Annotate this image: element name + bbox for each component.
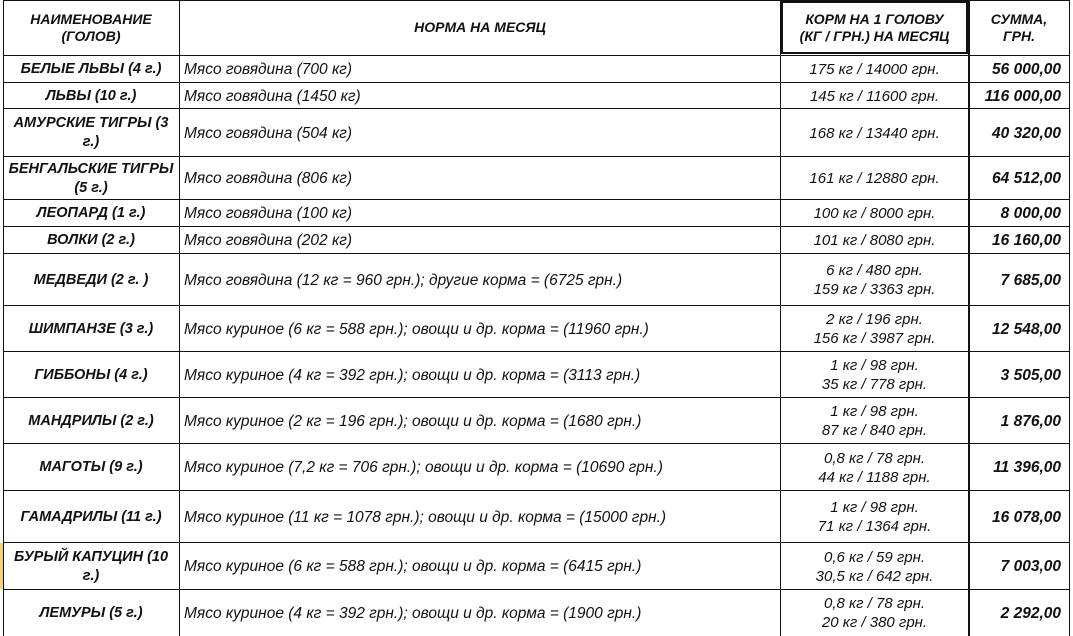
row-norma-cell[interactable]: [180, 157, 779, 200]
feed-per-head: 2 кг / 196 грн.: [826, 311, 923, 328]
row-feed-cell[interactable]: [781, 352, 968, 398]
row-norma-cell[interactable]: [180, 444, 779, 491]
feed-per-head: 35 кг / 778 грн.: [821, 376, 928, 393]
feed-per-head: 159 кг / 3363 грн.: [813, 281, 936, 298]
monthly-norm: Мясо говядина (12 кг = 960 грн.); другие корма = (6725 грн.): [184, 271, 623, 289]
monthly-norm: Мясо куриное (7,2 кг = 706 грн.); овощи и др. корма = (10690 грн.): [184, 459, 663, 476]
row-name-cell[interactable]: [4, 543, 178, 590]
feed-per-head: 1 кг / 98 грн.: [830, 403, 919, 420]
row-norma-cell[interactable]: [180, 56, 779, 83]
row-feed-cell[interactable]: [781, 590, 968, 636]
row-norma-cell[interactable]: [180, 83, 779, 109]
sum-value: 64 512,00: [992, 170, 1061, 187]
column-divider: [1069, 0, 1070, 636]
row-name-cell[interactable]: [4, 444, 178, 491]
sum-value: 16 160,00: [992, 232, 1061, 249]
row-divider: [3, 490, 1069, 491]
feed-per-head: 87 кг / 840 грн.: [821, 422, 928, 439]
animal-name: ВОЛКИ (2 г.): [47, 232, 135, 248]
animal-name: АМУРСКИЕ ТИГРЫ (3 г.): [13, 115, 169, 150]
sum-value: 7 003,00: [1000, 558, 1061, 575]
header-norma: [180, 1, 780, 54]
row-norma-cell[interactable]: [180, 109, 779, 157]
sum-column-divider: [968, 0, 970, 636]
animal-name: БЕЛЫЕ ЛЬВЫ (4 г.): [20, 61, 162, 77]
feed-per-head: 44 кг / 1188 грн.: [818, 468, 931, 486]
row-feed-cell[interactable]: [781, 306, 968, 352]
sum-value: 56 000,00: [992, 61, 1061, 78]
row-norma-cell[interactable]: [180, 306, 779, 352]
row-divider: [3, 55, 1069, 56]
row-name-cell[interactable]: [4, 56, 178, 83]
row-name-cell[interactable]: [4, 157, 178, 200]
row-sum-cell[interactable]: [970, 491, 1068, 543]
row-feed-cell[interactable]: [781, 83, 968, 109]
row-divider: [3, 397, 1069, 398]
feed-per-head: 145 кг / 11600 грн.: [809, 87, 940, 105]
feed-per-head: 1 кг / 98 грн.: [830, 499, 919, 516]
row-feed-cell[interactable]: [781, 491, 968, 543]
animal-name: МАГОТЫ (9 г.): [39, 459, 143, 475]
feed-per-head: 6 кг / 480 грн.: [826, 262, 923, 279]
row-feed-cell[interactable]: [781, 56, 968, 83]
header-sum: [970, 1, 1068, 54]
row-sum-cell[interactable]: [970, 83, 1068, 109]
feed-per-head: 175 кг / 14000 грн.: [809, 61, 940, 78]
column-divider: [780, 0, 781, 636]
feed-per-head: 30,5 кг / 642 грн.: [815, 567, 934, 585]
header-feed-line1: КОРМ НА 1 ГОЛОВУ: [805, 10, 944, 27]
feed-per-head: 168 кг / 13440 грн.: [809, 124, 940, 142]
monthly-norm: Мясо говядина (504 кг): [184, 124, 353, 142]
row-sum-cell[interactable]: [970, 398, 1068, 444]
feed-per-head: 0,8 кг / 78 грн.: [823, 449, 925, 467]
row-norma-cell[interactable]: [180, 227, 779, 254]
sum-value: 1 876,00: [1000, 412, 1061, 430]
row-name-cell[interactable]: [4, 200, 178, 227]
row-name-cell[interactable]: [4, 352, 178, 398]
row-sum-cell[interactable]: [970, 157, 1068, 200]
animal-name: МЕДВЕДИ (2 г. ): [33, 271, 149, 288]
row-sum-cell[interactable]: [970, 109, 1068, 157]
header-feed-line2: (КГ / ГРН.) НА МЕСЯЦ: [799, 27, 950, 44]
row-feed-cell[interactable]: [781, 200, 968, 227]
row-norma-cell[interactable]: [180, 590, 779, 636]
column-divider: [3, 0, 4, 636]
header-name-line2: (ГОЛОВ): [61, 27, 121, 44]
row-name-cell[interactable]: [4, 590, 178, 636]
sum-value: 116 000,00: [984, 87, 1061, 105]
row-divider: [3, 305, 1069, 306]
sum-value: 7 685,00: [1000, 271, 1061, 289]
row-feed-cell[interactable]: [781, 109, 968, 157]
animal-name: БУРЫЙ КАПУЦИН (10 г.): [13, 548, 169, 584]
feed-per-head: 0,8 кг / 78 грн.: [823, 595, 925, 612]
animal-name: ЛЕОПАРД (1 г.): [36, 205, 146, 221]
animal-name: ГАМАДРИЛЫ (11 г.): [20, 508, 162, 525]
row-divider: [3, 253, 1069, 254]
row-divider: [3, 589, 1069, 590]
animal-name: МАНДРИЛЫ (2 г.): [28, 412, 154, 429]
row-name-cell[interactable]: [4, 254, 178, 306]
row-feed-cell[interactable]: [781, 398, 968, 444]
header-norma-text: НОРМА НА МЕСЯЦ: [414, 19, 546, 35]
row-feed-cell[interactable]: [781, 227, 968, 254]
row-divider: [3, 542, 1069, 543]
column-divider: [179, 0, 180, 636]
animal-name: ГИББОНЫ (4 г.): [34, 366, 148, 383]
row-divider: [3, 351, 1069, 352]
row-sum-cell[interactable]: [970, 444, 1068, 491]
animal-name: ШИМПАНЗЕ (3 г.): [28, 320, 154, 337]
sum-value: 40 320,00: [992, 124, 1061, 142]
row-sum-cell[interactable]: [970, 227, 1068, 254]
row-norma-cell[interactable]: [180, 200, 779, 227]
monthly-norm: Мясо говядина (806 кг): [184, 170, 353, 187]
row-sum-cell[interactable]: [970, 306, 1068, 352]
row-divider: [3, 82, 1069, 83]
sum-value: 2 292,00: [1000, 604, 1061, 622]
row-sum-cell[interactable]: [970, 200, 1068, 227]
sum-value: 11 396,00: [993, 459, 1061, 476]
header-name: [4, 1, 178, 54]
feed-per-head: 161 кг / 12880 грн.: [809, 170, 940, 187]
row-norma-cell[interactable]: [180, 543, 779, 590]
row-sum-cell[interactable]: [970, 352, 1068, 398]
feed-per-head: 100 кг / 8000 грн.: [813, 205, 936, 222]
row-name-cell[interactable]: [4, 491, 178, 543]
table-top-border: [3, 0, 1069, 1]
feed-per-head: 0,6 кг / 59 грн.: [823, 548, 925, 566]
feed-per-head: 20 кг / 380 грн.: [821, 614, 928, 631]
monthly-norm: Мясо куриное (6 кг = 588 грн.); овощи и др. корма = (6415 грн.): [184, 558, 642, 575]
row-divider: [3, 156, 1069, 157]
monthly-norm: Мясо куриное (11 кг = 1078 грн.); овощи и др. корма = (15000 грн.): [184, 508, 667, 526]
row-norma-cell[interactable]: [180, 491, 779, 543]
row-feed-cell[interactable]: [781, 254, 968, 306]
feed-per-head: 101 кг / 8080 грн.: [813, 232, 936, 249]
row-divider: [3, 108, 1069, 109]
header-sum-line2: ГРН.: [1003, 27, 1035, 44]
header-sum-line1: СУММА,: [990, 10, 1048, 27]
monthly-norm: Мясо куриное (4 кг = 392 грн.); овощи и др. корма = (3113 грн.): [184, 366, 641, 384]
row-feed-cell[interactable]: [781, 543, 968, 590]
monthly-norm: Мясо говядина (1450 кг): [184, 87, 361, 105]
row-divider: [3, 443, 1069, 444]
cell-highlight-marker: [0, 543, 3, 589]
row-name-cell[interactable]: [4, 227, 178, 254]
feed-per-head: 1 кг / 98 грн.: [830, 357, 919, 374]
header-name-line1: НАИМЕНОВАНИЕ: [30, 10, 152, 27]
row-feed-cell[interactable]: [781, 157, 968, 200]
animal-name: ЛЕМУРЫ (5 г.): [39, 604, 143, 621]
row-sum-cell[interactable]: [970, 56, 1068, 83]
row-name-cell[interactable]: [4, 109, 178, 157]
row-sum-cell[interactable]: [970, 543, 1068, 590]
row-sum-cell[interactable]: [970, 590, 1068, 636]
sum-value: 3 505,00: [1000, 366, 1061, 384]
monthly-norm: Мясо говядина (700 кг): [184, 61, 353, 78]
animal-name: БЕНГАЛЬСКИЕ ТИГРЫ (5 г.): [8, 160, 174, 196]
row-divider: [3, 226, 1069, 227]
sum-value: 8 000,00: [1000, 205, 1061, 222]
header-feed[interactable]: [781, 1, 968, 54]
row-sum-cell[interactable]: [970, 254, 1068, 306]
animal-name: ЛЬВЫ (10 г.): [45, 87, 137, 104]
row-divider: [3, 199, 1069, 200]
sum-value: 16 078,00: [992, 508, 1061, 526]
row-norma-cell[interactable]: [180, 254, 779, 306]
row-name-cell[interactable]: [4, 306, 178, 352]
row-feed-cell[interactable]: [781, 444, 968, 491]
monthly-norm: Мясо говядина (202 кг): [184, 232, 353, 249]
monthly-norm: Мясо говядина (100 кг): [184, 205, 353, 222]
monthly-norm: Мясо куриное (6 кг = 588 грн.); овощи и др. корма = (11960 грн.): [184, 320, 649, 338]
row-norma-cell[interactable]: [180, 398, 779, 444]
row-name-cell[interactable]: [4, 83, 178, 109]
monthly-norm: Мясо куриное (4 кг = 392 грн.); овощи и др. корма = (1900 грн.): [184, 604, 642, 622]
sum-value: 12 548,00: [992, 320, 1061, 338]
row-norma-cell[interactable]: [180, 352, 779, 398]
row-name-cell[interactable]: [4, 398, 178, 444]
feed-per-head: 156 кг / 3987 грн.: [813, 330, 936, 347]
feed-per-head: 71 кг / 1364 грн.: [817, 518, 932, 535]
monthly-norm: Мясо куриное (2 кг = 196 грн.); овощи и др. корма = (1680 грн.): [184, 412, 642, 430]
